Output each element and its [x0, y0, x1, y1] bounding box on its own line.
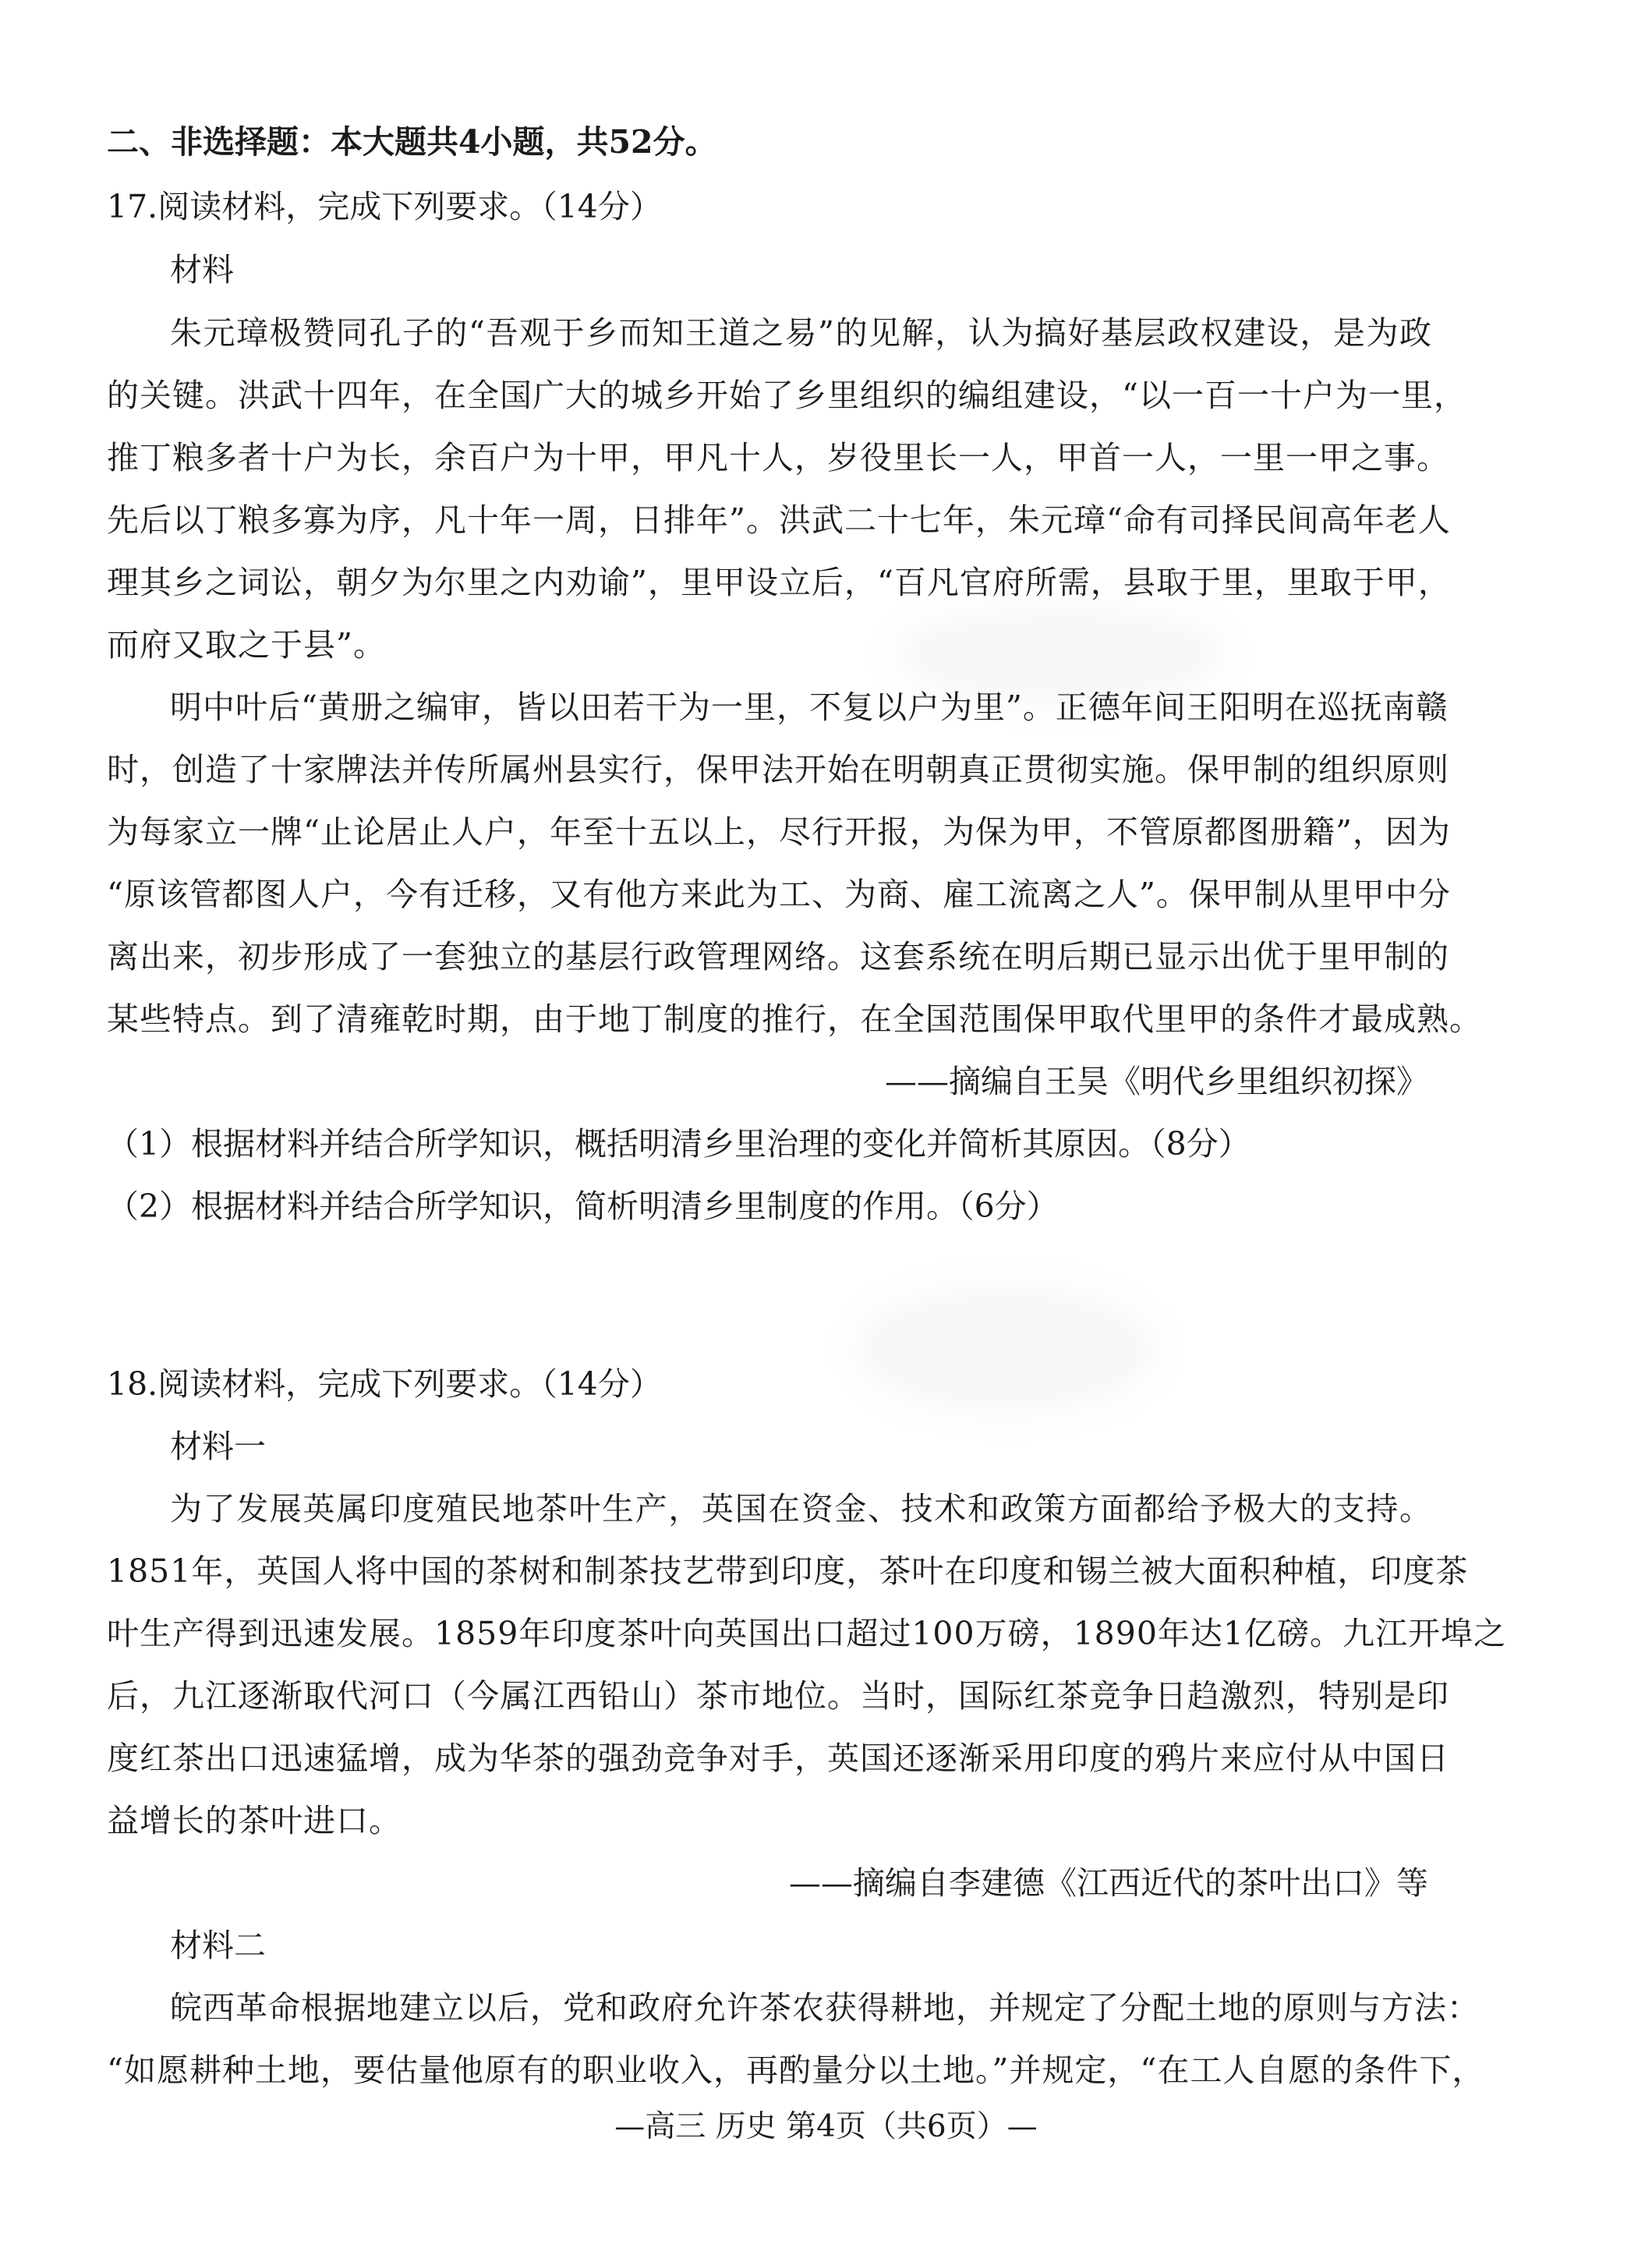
q17-para2-line: 明中叶后“黄册之编审，皆以田若干为一里，不复以户为里”。正德年间王阳明在巡抚南赣: [170, 689, 1449, 726]
section-heading: 二、非选择题：本大题共4小题，共52分。: [107, 123, 717, 161]
q18-material2-label: 材料二: [170, 1927, 266, 1964]
q18-material2-line: “如愿耕种土地，要估量他原有的职业收入，再酌量分以土地。”并规定，“在工人自愿的条件下，: [107, 2051, 1485, 2089]
q18-material2-line: 皖西革命根据地建立以后，党和政府允许茶农获得耕地，并规定了分配土地的原则与方法：: [170, 1989, 1480, 2027]
q17-para1-line: 而府又取之于县”。: [107, 626, 386, 664]
q18-material1-line: 1851年，英国人将中国的茶树和制茶技艺带到印度，茶叶在印度和锡兰被大面积种植，印度茶: [107, 1552, 1469, 1590]
q17-subquestion-2: （2）根据材料并结合所学知识，简析明清乡里制度的作用。（6分）: [107, 1188, 1059, 1225]
q18-material1-line: 为了发展英属印度殖民地茶叶生产，英国在资金、技术和政策方面都给予极大的支持。: [170, 1490, 1432, 1528]
q18-title: 18.阅读材料，完成下列要求。（14分）: [107, 1365, 662, 1403]
q17-para2-line: 时，创造了十家牌法并传所属州县实行，保甲法开始在明朝真正贯彻实施。保甲制的组织原则: [107, 751, 1449, 788]
q18-material1-line: 度红茶出口迅速猛增，成为华茶的强劲竞争对手，英国还逐渐采用印度的鸦片来应付从中国日: [107, 1740, 1449, 1777]
q17-para2-line: 离出来，初步形成了一套独立的基层行政管理网络。这套系统在明后期已显示出优于里甲制的: [107, 938, 1449, 975]
q17-para2-line: 为每家立一牌“止论居止人户，年至十五以上，尽行开报，为保为甲，不管原都图册籍”，因为: [107, 813, 1451, 851]
q18-material1-line: 后，九江逐渐取代河口（今属江西铅山）茶市地位。当时，国际红茶竞争日趋激烈，特别是印: [107, 1677, 1449, 1715]
q18-source1: ——摘编自李建德《江西近代的茶叶出口》等: [789, 1864, 1428, 1902]
scan-smudge: [858, 1287, 1154, 1411]
q18-material1-line: 益增长的茶叶进口。: [107, 1802, 402, 1839]
page-footer: —高三 历史 第4页（共6页）—: [614, 2109, 1038, 2144]
q17-para1-line: 朱元璋极赞同孔子的“吾观于乡而知王道之易”的见解，认为搞好基层政权建设，是为政: [170, 314, 1432, 352]
q17-para2-line: 某些特点。到了清雍乾时期，由于地丁制度的推行，在全国范围保甲取代里甲的条件才最成熟。: [107, 1000, 1482, 1038]
q17-source: ——摘编自王昊《明代乡里组织初探》: [885, 1063, 1428, 1100]
q17-material-label: 材料: [170, 251, 234, 289]
q17-para1-line: 先后以丁粮多寡为序，凡十年一周，日排年”。洪武二十七年，朱元璋“命有司择民间高年老人: [107, 501, 1451, 539]
q17-para2-line: “原该管都图人户，今有迁移，又有他方来此为工、为商、雇工流离之人”。保甲制从里甲中分: [107, 876, 1451, 913]
q17-para1-line: 理其乡之词讼，朝夕为尔里之内劝谕”，里甲设立后，“百凡官府所需，县取于里，里取于甲，: [107, 564, 1451, 601]
q17-para1-line: 的关键。洪武十四年，在全国广大的城乡开始了乡里组织的编组建设，“以一百一十户为一里，: [107, 377, 1466, 414]
q18-material1-label: 材料一: [170, 1428, 266, 1465]
q17-para1-line: 推丁粮多者十户为长，余百户为十甲，甲凡十人，岁役里长一人，甲首一人，一里一甲之事。: [107, 439, 1449, 476]
q18-material1-line: 叶生产得到迅速发展。1859年印度茶叶向英国出口超过100万磅，1890年达1亿磅。九江开埠之: [107, 1615, 1507, 1652]
q17-title: 17.阅读材料，完成下列要求。（14分）: [107, 188, 662, 225]
q17-subquestion-1: （1）根据材料并结合所学知识，概括明清乡里治理的变化并简析其原因。（8分）: [107, 1125, 1250, 1163]
